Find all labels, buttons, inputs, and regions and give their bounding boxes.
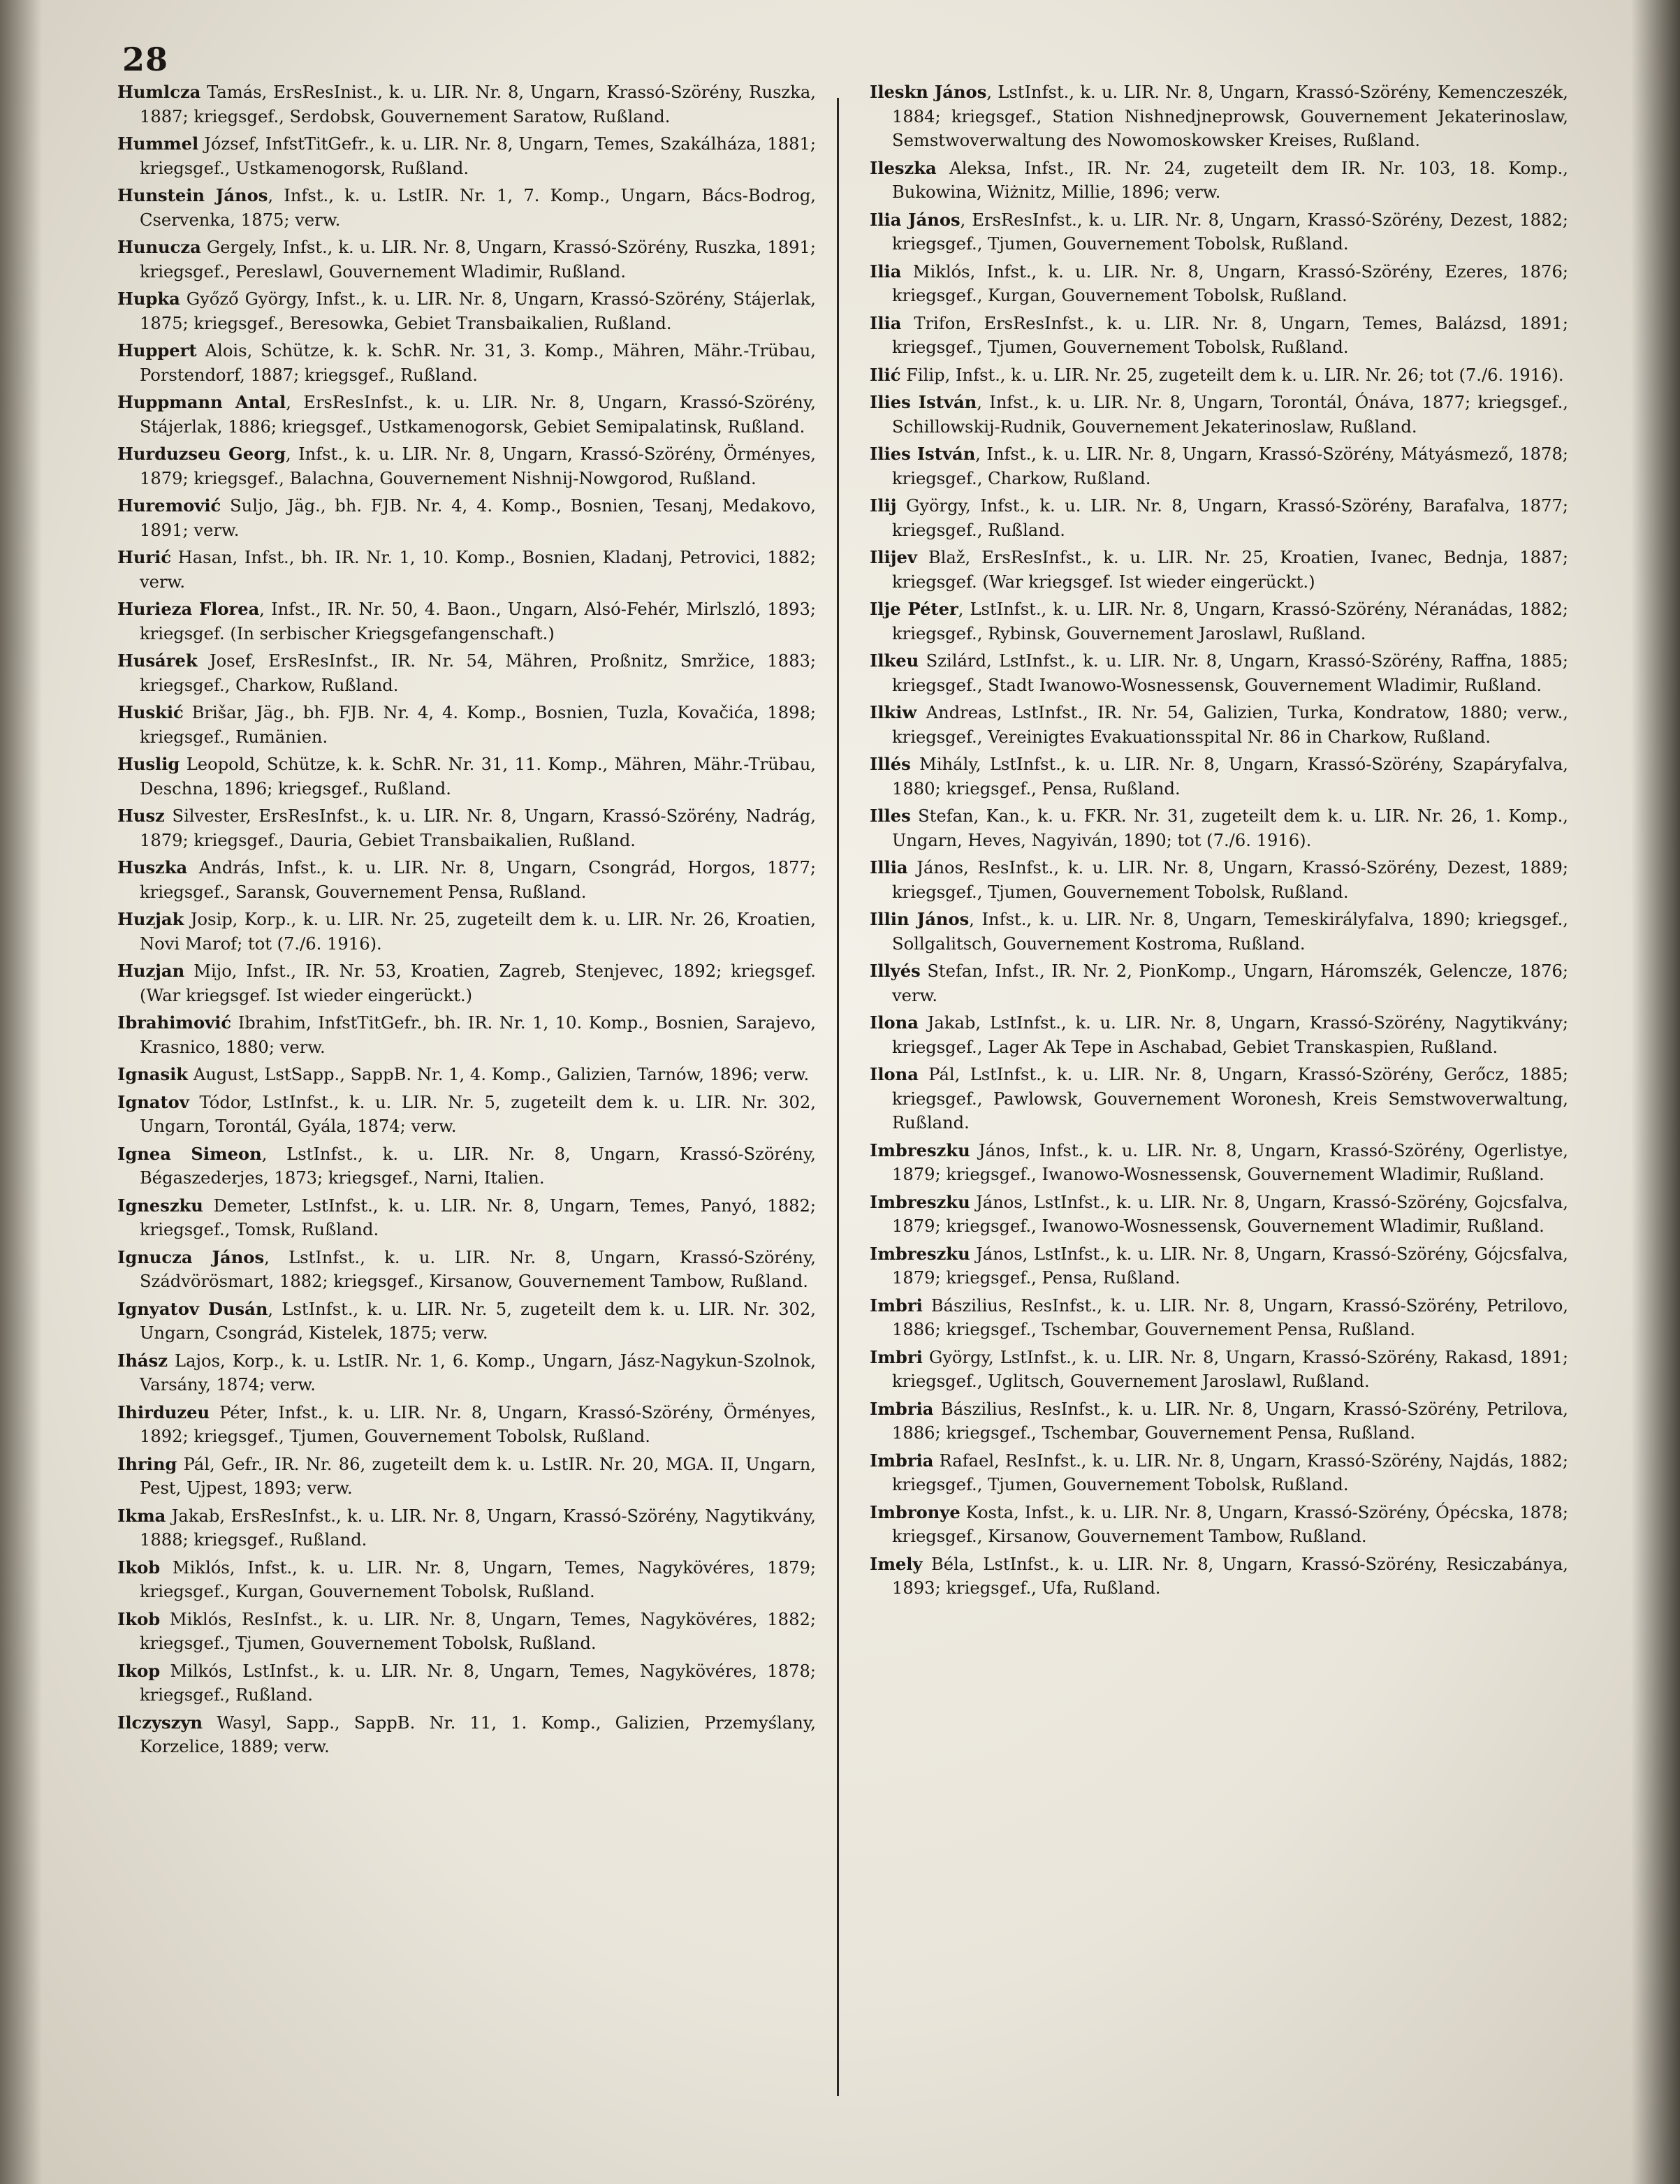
- entry-details: , LstInfst., k. u. LIR. Nr. 8, Ungarn, Temes, Nagykövéres, 1878; kriegsgef., Rußland.: [140, 1661, 816, 1705]
- entry-given-name: Pál: [183, 1454, 210, 1474]
- entry-surname: Illin János: [870, 909, 970, 929]
- entry-details: , LstInfst., k. u. LIR. Nr. 8, Ungarn, Krassó-Szörény, Szapáryfalva, 1880; kriegsgef., Pensa, Rußland.: [892, 755, 1568, 799]
- entry-given-name: Jakab: [171, 1506, 220, 1526]
- register-entry: [870, 1063, 1568, 1135]
- register-entry: [117, 1659, 816, 1708]
- entry-given-name: Szilárd: [926, 651, 986, 671]
- entry-surname: Husárek: [117, 650, 198, 671]
- entry-surname: Hurduzseu Georg: [117, 444, 286, 464]
- entry-details: , ErsResInfst., k. u. LIR. Nr. 25, Kroatien, Ivanec, Bednja, 1887; kriegsgef. (War kriegsgef. Ist wieder eingerückt.): [892, 548, 1568, 592]
- entry-details: , Jäg., bh. FJB. Nr. 4, 4. Komp., Bosnien, Tesanj, Medakovo, 1891; verw.: [140, 496, 816, 540]
- entry-details: , Korp., k. u. LstIR. Nr. 1, 6. Komp., Ungarn, Jász-Nagykun-Szolnok, Varsány, 1874; verw.: [140, 1351, 816, 1395]
- entry-surname: Husz: [117, 806, 165, 826]
- entry-details: , LstInfst., k. u. LIR. Nr. 8, Ungarn, Krassó-Szörény, Rakasd, 1891; kriegsgef., Uglitsch, Gouvernement Jaroslawl, Rußland.: [892, 1347, 1568, 1391]
- entry-details: , LstInfst., k. u. LIR. Nr. 8, Ungarn, Krassó-Szörény, Nagytikvány; kriegsgef., Lager Ak Tepe in Aschabad, Gebiet Transkaspien, Rußland.: [892, 1013, 1568, 1057]
- entry-details: , ErsResInfst., k. u. LIR. Nr. 8, Ungarn, Krassó-Szörény, Nadrág, 1879; kriegsgef., Dauria, Gebiet Transbaikalien, Rußland.: [140, 806, 816, 850]
- entry-surname: Imbria: [870, 1398, 934, 1419]
- register-entry: [870, 1191, 1568, 1239]
- entry-given-name: Ibrahim: [238, 1013, 306, 1033]
- entry-surname: Ilijev: [870, 547, 917, 567]
- entry-given-name: Silvester: [172, 806, 246, 826]
- entry-details: , Infst., k. u. LIR. Nr. 8, Ungarn, Krassó-Szörény, Örményes, 1879; kriegsgef., Balachna, Gouvernement Nishnij-Nowgorod, Rußland.: [140, 444, 816, 488]
- register-entry: [870, 1397, 1568, 1446]
- entry-details: , LstInfst., k. u. LIR. Nr. 8, Ungarn, Krassó-Szörény, Resiczabánya, 1893; kriegsgef., Ufa, Rußland.: [892, 1554, 1568, 1598]
- register-entry: [117, 80, 816, 129]
- entry-details: , LstInfst., k. u. LIR. Nr. 5, zugeteilt dem k. u. LIR. Nr. 302, Ungarn, Torontál, Gyála, 1874; verw.: [140, 1092, 816, 1136]
- entry-surname: Ilia: [870, 261, 902, 282]
- entry-given-name: Josef: [209, 651, 251, 671]
- entry-given-name: Tamás: [207, 82, 262, 102]
- entry-surname: Ilona: [870, 1012, 919, 1033]
- register-entry: [870, 391, 1568, 439]
- entry-details: , ErsResInfst., k. u. LIR. Nr. 8, Ungarn, Krassó-Szörény, Nagytikvány, 1888; kriegsgef., Rußland.: [140, 1506, 816, 1550]
- entry-given-name: Mihály: [919, 755, 976, 774]
- entry-details: , LstInfst., k. u. LIR. Nr. 8, Ungarn, Temes, Panyó, 1882; kriegsgef., Tomsk, Rußland.: [140, 1195, 816, 1239]
- entry-surname: Humlcza: [117, 82, 201, 102]
- entry-given-name: Aleksa: [949, 158, 1007, 178]
- entry-details: , LstInfst., k. u. LIR. Nr. 5, zugeteilt dem k. u. LIR. Nr. 302, Ungarn, Csongrád, Kistelek, 1875; verw.: [140, 1299, 816, 1343]
- entry-details: , Sapp., SappB. Nr. 11, 1. Komp., Galizien, Przemyślany, Korzelice, 1889; verw.: [140, 1712, 816, 1756]
- register-entry: [870, 494, 1568, 542]
- register-entry: [117, 1297, 816, 1346]
- register-entry: [870, 1346, 1568, 1394]
- left-column: [117, 80, 816, 2120]
- entry-details: , Infst., bh. IR. Nr. 1, 10. Komp., Bosnien, Kladanj, Petrovici, 1882; verw.: [140, 548, 816, 592]
- entry-details: , ErsResInfst., k. u. LIR. Nr. 8, Ungarn, Krassó-Szörény, Dezest, 1882; kriegsgef., Tjumen, Gouvernement Tobolsk, Rußland.: [892, 210, 1568, 254]
- register-entry: [117, 1011, 816, 1059]
- entry-surname: Ilić: [870, 364, 901, 385]
- entry-details: , LstInfst., k. u. LIR. Nr. 8, Ungarn, Krassó-Szörény, Szádvörösmart, 1882; kriegsgef., Kirsanow, Gouvernement Tambow, Rußland.: [140, 1247, 816, 1291]
- register-entry: [870, 312, 1568, 360]
- entry-surname: Ikob: [117, 1557, 161, 1578]
- entry-given-name: Wasyl: [217, 1712, 267, 1733]
- entry-given-name: Stefan: [918, 806, 974, 826]
- register-entry: [117, 649, 816, 697]
- entry-surname: Hupka: [117, 289, 180, 309]
- register-entry: [117, 132, 816, 180]
- register-entry: [870, 260, 1568, 308]
- entry-given-name: Rafael: [939, 1450, 995, 1471]
- entry-details: , Infst., IR. Nr. 24, zugeteilt dem IR. Nr. 103, 18. Komp., Bukowina, Wiżnitz, Millie, 1896; verw.: [892, 158, 1568, 202]
- entry-details: , Infst., k. u. LIR. Nr. 8, Ungarn, Temes, Nagykövéres, 1879; kriegsgef., Kurgan, Gouvernement Tobolsk, Rußland.: [140, 1557, 816, 1601]
- entry-details: , Schütze, k. k. SchR. Nr. 31, 11. Komp., Mähren, Mähr.-Trübau, Deschna, 1896; kriegsgef., Rußland.: [140, 755, 816, 799]
- entry-details: , Infst., k. u. LIR. Nr. 25, zugeteilt dem k. u. LIR. Nr. 26; tot (7./6. 1916).: [944, 365, 1564, 385]
- register-entry: [870, 1552, 1568, 1601]
- register-entry: [870, 649, 1568, 697]
- entry-surname: Imbreszku: [870, 1191, 970, 1212]
- entry-given-name: Suljo: [230, 496, 274, 516]
- page-shadow-left: [0, 0, 42, 2184]
- entry-given-name: Miklós: [912, 261, 970, 282]
- register-entry: [117, 856, 816, 904]
- entry-details: , LstInfst., k. u. LIR. Nr. 8, Ungarn, Krassó-Szörény, Bégaszederjes, 1873; kriegsgef., Narni, Italien.: [140, 1144, 816, 1188]
- entry-surname: Huslig: [117, 754, 180, 774]
- entry-details: , Infst., k. u. LIR. Nr. 8, Ungarn, Krassó-Szörény, Ezeres, 1876; kriegsgef., Kurgan, Gouvernement Tobolsk, Rußland.: [892, 261, 1568, 305]
- register-entry: [870, 1242, 1568, 1290]
- register-entry: [117, 1401, 816, 1449]
- page-shadow-right: [1631, 0, 1680, 2184]
- entry-details: , Gefr., IR. Nr. 86, zugeteilt dem k. u. LstIR. Nr. 20, MGA. II, Ungarn, Pest, Ujpest, 1893; verw.: [140, 1454, 816, 1498]
- register-entry: [870, 208, 1568, 256]
- entry-surname: Imbria: [870, 1450, 934, 1471]
- entry-surname: Ilies István: [870, 392, 977, 412]
- entry-given-name: Tódor: [199, 1092, 247, 1112]
- entry-surname: Ignyatov Dusán: [117, 1298, 268, 1319]
- entry-given-name: Demeter: [213, 1195, 286, 1216]
- register-entry: [870, 1139, 1568, 1187]
- entry-given-name: Milkós: [170, 1661, 228, 1681]
- entry-given-name: Leopold: [186, 755, 255, 774]
- register-entry: [117, 1453, 816, 1501]
- entry-given-name: Trifon: [914, 313, 966, 333]
- entry-details: , InfstTitGefr., bh. IR. Nr. 1, 10. Komp., Bosnien, Sarajevo, Krasnico, 1880; verw.: [140, 1013, 816, 1057]
- entry-surname: Ileszka: [870, 157, 937, 178]
- entry-surname: Illés: [870, 754, 911, 774]
- entry-surname: Ignatov: [117, 1091, 189, 1112]
- entry-details: , Infst., IR. Nr. 53, Kroatien, Zagreb, Stenjevec, 1892; kriegsgef. (War kriegsgef. Ist wieder eingerückt.): [140, 961, 816, 1005]
- entry-given-name: Alois: [205, 341, 247, 361]
- register-entry: [870, 908, 1568, 956]
- entry-given-name: János: [978, 1140, 1025, 1160]
- entry-details: , ErsResInfst., IR. Nr. 54, Mähren, Proßnitz, Smržice, 1883; kriegsgef., Charkow, Rußland.: [140, 651, 816, 695]
- entry-details: , Infst., k. u. LIR. Nr. 8, Ungarn, Krassó-Szörény, Ogerlistye, 1879; kriegsgef., Iwanowo-Wosnessensk, Gouvernement Wladimir, Rußland.: [892, 1140, 1568, 1184]
- entry-details: , Korp., k. u. LIR. Nr. 25, zugeteilt dem k. u. LIR. Nr. 26, Kroatien, Novi Marof; tot (7./6. 1916).: [140, 910, 816, 954]
- entry-given-name: Andreas: [926, 703, 997, 722]
- entry-surname: Ihirduzeu: [117, 1402, 210, 1422]
- register-entry: [117, 1091, 816, 1139]
- entry-surname: Imbreszku: [870, 1243, 970, 1264]
- page-number: 28: [122, 41, 169, 78]
- register-entry: [870, 1501, 1568, 1549]
- entry-details: , Kan., k. u. FKR. Nr. 31, zugeteilt dem k. u. LIR. Nr. 26, 1. Komp., Ungarn, Heves, Nagyiván, 1890; tot (7./6. 1916).: [892, 806, 1568, 850]
- register-entry: [870, 1449, 1568, 1497]
- entry-surname: Ihász: [117, 1350, 168, 1371]
- register-entry: [117, 339, 816, 387]
- register-entry: [117, 908, 816, 956]
- entry-details: , ResInfst., k. u. LIR. Nr. 8, Ungarn, Krassó-Szörény, Petrilovo, 1886; kriegsgef., Tschembar, Gouvernement Pensa, Rußland.: [892, 1295, 1568, 1339]
- register-entry: [117, 701, 816, 749]
- entry-details: , LstSapp., SappB. Nr. 1, 4. Komp., Galizien, Tarnów, 1896; verw.: [254, 1065, 810, 1084]
- entry-details: , ResInfst., k. u. LIR. Nr. 8, Ungarn, Krassó-Szörény, Dezest, 1889; kriegsgef., Tjumen, Gouvernement Tobolsk, Rußland.: [892, 858, 1568, 902]
- entry-given-name: Miklós: [169, 1609, 227, 1629]
- column-divider: [837, 98, 839, 2096]
- entry-given-name: Győző György: [186, 289, 305, 309]
- entry-surname: Hurić: [117, 547, 172, 567]
- entry-details: , Infst., k. u. LstIR. Nr. 1, 7. Komp., Ungarn, Bács-Bodrog, Cservenka, 1875; verw.: [140, 186, 816, 230]
- entry-given-name: Blaž: [928, 548, 965, 567]
- entry-details: , Infst., k. u. LIR. Nr. 8, Ungarn, Krassó-Szörény, Ópécska, 1878; kriegsgef., Kirsanow, Gouvernement Tambow, Rußland.: [892, 1502, 1568, 1546]
- register-entry: [117, 546, 816, 594]
- entry-given-name: György: [928, 1347, 988, 1367]
- register-entry: [870, 1011, 1568, 1059]
- entry-surname: Ilies István: [870, 444, 976, 464]
- register-entry: [117, 442, 816, 490]
- register-entry: [870, 752, 1568, 801]
- entry-given-name: Gergely: [206, 238, 272, 257]
- entry-details: , Infst., k. u. LIR. Nr. 8, Ungarn, Krassó-Szörény, Mátyásmező, 1878; kriegsgef., Charkow, Rußland.: [892, 444, 1568, 488]
- register-entry: [870, 856, 1568, 904]
- entry-given-name: János: [976, 1244, 1023, 1264]
- entry-details: , ErsResInfst., k. u. LIR. Nr. 8, Ungarn, Krassó-Szörény, Stájerlak, 1886; kriegsgef., Ustkamenogorsk, Gebiet Semipalatinsk, Rußland.: [140, 393, 816, 437]
- entry-surname: Imely: [870, 1553, 923, 1574]
- entry-surname: Ilia János: [870, 209, 960, 230]
- entry-surname: Huppert: [117, 340, 197, 361]
- entry-given-name: Bászilius: [930, 1295, 1007, 1316]
- entry-details: , LstInfst., k. u. LIR. Nr. 8, Ungarn, Krassó-Szörény, Gerőcz, 1885; kriegsgef., Pawlowsk, Gouvernement Woronesh, Kreis Semstwoverwaltung, Rußland.: [892, 1065, 1568, 1133]
- entry-given-name: Lajos: [175, 1351, 221, 1371]
- entry-surname: Ileskn János: [870, 82, 987, 102]
- register-entry: [870, 363, 1568, 388]
- entry-given-name: Béla: [930, 1554, 970, 1574]
- register-entry: [117, 391, 816, 439]
- register-entry: [870, 597, 1568, 646]
- entry-given-name: Kosta: [965, 1502, 1014, 1522]
- entry-details: , Infst., k. u. LIR. Nr. 8, Ungarn, Krassó-Szörény, Stájerlak, 1875; kriegsgef., Beresowka, Gebiet Transbaikalien, Rußland.: [140, 289, 816, 333]
- entry-surname: Ilia: [870, 312, 902, 333]
- register-entry: [870, 80, 1568, 153]
- entry-details: , ErsResInfst., k. u. LIR. Nr. 8, Ungarn, Temes, Balázsd, 1891; kriegsgef., Tjumen, Gouvernement Tobolsk, Rußland.: [892, 313, 1568, 357]
- entry-surname: Ilona: [870, 1064, 919, 1084]
- register-entry: [117, 1349, 816, 1397]
- entry-given-name: András: [198, 858, 260, 878]
- register-entry: [117, 1711, 816, 1759]
- entry-surname: Ignucza János: [117, 1246, 265, 1267]
- register-entry: [117, 287, 816, 335]
- entry-details: , Infst., k. u. LIR. Nr. 8, Ungarn, Torontál, Ónáva, 1877; kriegsgef., Schillowskij-Rudnik, Gouvernement Jekaterinoslaw, Rußland.: [892, 393, 1568, 437]
- right-column: [870, 80, 1568, 2120]
- entry-details: , LstInfst., k. u. LIR. Nr. 8, Ungarn, Krassó-Szörény, Néranádas, 1882; kriegsgef., Rybinsk, Gouvernement Jaroslawl, Rußland.: [892, 599, 1568, 643]
- entry-given-name: Mijo: [193, 961, 232, 981]
- register-entry: [117, 959, 816, 1007]
- entry-given-name: Josip: [190, 910, 233, 929]
- entry-surname: Ilij: [870, 495, 897, 516]
- entry-surname: Illyés: [870, 961, 921, 981]
- entry-details: , Infst., IR. Nr. 2, PionKomp., Ungarn, Háromszék, Gelencze, 1876; verw.: [892, 961, 1568, 1005]
- entry-surname: Hummel: [117, 133, 199, 154]
- entry-details: , Infst., k. u. LIR. Nr. 8, Ungarn, Temeskirályfalva, 1890; kriegsgef., Sollgalitsch, Gouvernement Kostroma, Rußland.: [892, 910, 1568, 954]
- entry-given-name: György: [905, 496, 966, 516]
- register-entry: [117, 1504, 816, 1552]
- entry-surname: Ignasik: [117, 1064, 189, 1084]
- entry-surname: Ikop: [117, 1660, 161, 1681]
- entry-given-name: Brišar: [191, 703, 243, 722]
- entry-surname: Hunucza: [117, 237, 201, 257]
- register-entry: [870, 959, 1568, 1007]
- entry-given-name: Bászilius: [940, 1399, 1017, 1419]
- entry-given-name: Hasan: [177, 548, 233, 567]
- entry-surname: Huszka: [117, 857, 188, 878]
- entry-surname: Ikob: [117, 1608, 161, 1629]
- register-entry: [117, 184, 816, 232]
- entry-details: , ResInfst., k. u. LIR. Nr. 8, Ungarn, Temes, Nagykövéres, 1882; kriegsgef., Tjumen, Gouvernement Tobolsk, Rußland.: [140, 1609, 816, 1653]
- entry-details: , Jäg., bh. FJB. Nr. 4, 4. Komp., Bosnien, Tuzla, Kovačića, 1898; kriegsgef., Rumänien.: [140, 703, 816, 747]
- entry-details: , LstInfst., k. u. LIR. Nr. 8, Ungarn, Krassó-Szörény, Gojcsfalva, 1879; kriegsgef., Iwanowo-Wosnessensk, Gouvernement Wladimir, Rußland.: [892, 1192, 1568, 1236]
- entry-given-name: Péter: [219, 1402, 263, 1422]
- entry-details: , Schütze, k. k. SchR. Nr. 31, 3. Komp., Mähren, Mähr.-Trübau, Porstendorf, 1887; kriegsgef., Rußland.: [140, 341, 816, 385]
- entry-given-name: August: [193, 1065, 254, 1084]
- entry-surname: Ihring: [117, 1453, 177, 1474]
- entry-surname: Huzjan: [117, 961, 185, 981]
- entry-surname: Imbreszku: [870, 1140, 970, 1160]
- entry-details: , ResInfst., k. u. LIR. Nr. 8, Ungarn, Krassó-Szörény, Najdás, 1882; kriegsgef., Tjumen, Gouvernement Tobolsk, Rußland.: [892, 1450, 1568, 1494]
- entry-given-name: Pál: [928, 1065, 955, 1084]
- register-entry: [117, 1063, 816, 1087]
- entry-details: , ResInfst., k. u. LIR. Nr. 8, Ungarn, Krassó-Szörény, Petrilova, 1886; kriegsgef., Tschembar, Gouvernement Pensa, Rußland.: [892, 1399, 1568, 1443]
- entry-surname: Huzjak: [117, 909, 184, 929]
- entry-details: , LstInfst., k. u. LIR. Nr. 8, Ungarn, Krassó-Szörény, Gójcsfalva, 1879; kriegsgef., Pensa, Rußland.: [892, 1244, 1568, 1288]
- entry-given-name: János: [916, 858, 964, 878]
- entry-surname: Ignea Simeon: [117, 1143, 262, 1164]
- entry-details: , Infst., k. u. LIR. Nr. 8, Ungarn, Krassó-Szörény, Örményes, 1892; kriegsgef., Tjumen, Gouvernement Tobolsk, Rußland.: [140, 1402, 816, 1446]
- register-entry: [117, 597, 816, 646]
- entry-surname: Ilczyszyn: [117, 1712, 203, 1733]
- entry-surname: Hurieza Florea: [117, 599, 260, 619]
- entry-surname: Ilje Péter: [870, 599, 958, 619]
- register-entry: [117, 1608, 816, 1656]
- entry-details: , Infst., IR. Nr. 50, 4. Baon., Ungarn, Alsó-Fehér, Mirlszló, 1893; kriegsgef. (In serbischer Kriegsgefangenschaft.): [140, 599, 816, 643]
- entry-details: , Infst., k. u. LIR. Nr. 8, Ungarn, Csongrád, Horgos, 1877; kriegsgef., Saransk, Gouvernement Pensa, Rußland.: [140, 858, 816, 902]
- register-entry: [870, 156, 1568, 205]
- entry-surname: Ilkiw: [870, 702, 917, 722]
- entry-surname: Hunstein János: [117, 185, 268, 205]
- register-entry: [117, 235, 816, 284]
- register-entry: [870, 442, 1568, 490]
- register-entry: [870, 804, 1568, 852]
- entry-surname: Igneszku: [117, 1195, 203, 1216]
- register-entry: [117, 804, 816, 852]
- register-entry: [117, 1142, 816, 1191]
- entry-surname: Huremović: [117, 495, 221, 516]
- entry-details: , InfstTitGefr., k. u. LIR. Nr. 8, Ungarn, Temes, Szakálháza, 1881; kriegsgef., Ustkamenogorsk, Rußland.: [140, 134, 816, 178]
- entry-given-name: József: [204, 134, 255, 154]
- register-entry: [870, 546, 1568, 594]
- register-entry: [870, 701, 1568, 749]
- register-entry: [117, 1194, 816, 1242]
- entry-details: , LstInfst., k. u. LIR. Nr. 8, Ungarn, Krassó-Szörény, Kemenczeszék, 1884; kriegsgef., Station Nishnedjneprowsk, Gouvernement Jekaterinoslaw, Semstwoverwaltung des Nowomoskowsker Kreises, Rußland.: [892, 82, 1568, 150]
- entry-given-name: Jakab: [927, 1013, 976, 1033]
- register-entry: [117, 1246, 816, 1294]
- entry-surname: Huskić: [117, 702, 184, 722]
- entry-surname: Ibrahimović: [117, 1012, 232, 1033]
- register-entry: [117, 752, 816, 801]
- entry-details: , Infst., k. u. LIR. Nr. 8, Ungarn, Krassó-Szörény, Ruszka, 1891; kriegsgef., Pereslawl, Gouvernement Wladimir, Rußland.: [140, 238, 816, 282]
- entry-surname: Ilkeu: [870, 650, 919, 671]
- entry-details: , Infst., k. u. LIR. Nr. 8, Ungarn, Krassó-Szörény, Barafalva, 1877; kriegsgef., Rußland.: [892, 496, 1568, 540]
- entry-surname: Imbri: [870, 1346, 923, 1367]
- register-entry: [117, 494, 816, 542]
- entry-surname: Imbri: [870, 1295, 923, 1316]
- entry-surname: Imbronye: [870, 1501, 960, 1522]
- register-entry: [870, 1294, 1568, 1342]
- entry-details: , LstInfst., k. u. LIR. Nr. 8, Ungarn, Krassó-Szörény, Raffna, 1885; kriegsgef., Stadt Iwanowo-Wosnessensk, Gouvernement Wladimir, Rußland.: [892, 651, 1568, 695]
- entry-given-name: Stefan: [927, 961, 983, 981]
- entry-details: , LstInfst., IR. Nr. 54, Galizien, Turka, Kondratow, 1880; verw., kriegsgef., Vereinigtes Evakuationsspital Nr. 86 in Charkow, Rußland.: [892, 703, 1568, 747]
- entry-given-name: János: [976, 1192, 1023, 1212]
- entry-surname: Illes: [870, 806, 911, 826]
- entry-surname: Huppmann Antal: [117, 392, 286, 412]
- entry-surname: Ikma: [117, 1505, 166, 1526]
- register-entry: [117, 1556, 816, 1604]
- entry-surname: Illia: [870, 857, 908, 878]
- entry-given-name: Miklós: [172, 1557, 230, 1578]
- entry-details: , ErsResInist., k. u. LIR. Nr. 8, Ungarn, Krassó-Szörény, Ruszka, 1887; kriegsgef., Serdobsk, Gouvernement Saratow, Rußland.: [140, 82, 816, 126]
- entry-given-name: Filip: [906, 365, 945, 385]
